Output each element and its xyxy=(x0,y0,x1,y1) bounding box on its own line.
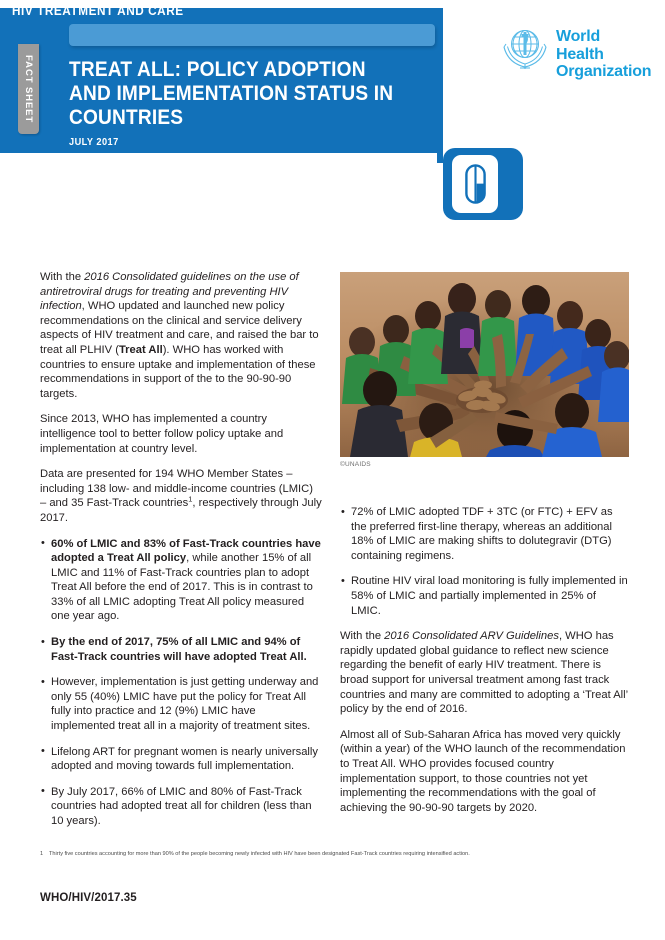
footnote xyxy=(40,850,630,858)
list-item xyxy=(40,745,322,774)
hero-photo xyxy=(340,272,629,457)
list-item xyxy=(40,635,322,664)
right-bullet-list xyxy=(340,505,628,618)
who-logo xyxy=(500,22,652,80)
list-item xyxy=(40,675,322,733)
list-item xyxy=(40,785,322,829)
paragraph-sub-saharan: Almost all of Sub-Saharan Africa has moved very quickly (within a year) of the WHO launch of the recommendation to Treat All. WHO provides focused country implementation support, to those countries not yet implementing the recommendations with the goal of achieving the 90-90-90 targets by 2020. xyxy=(340,728,626,814)
page-header xyxy=(0,0,665,240)
left-bullet-list xyxy=(40,537,322,829)
bullet-rest: By July 2017, 66% of LMIC and 80% of Fast-Track countries had adopted treat all for children (less than 10 years). xyxy=(51,785,312,827)
footnote-text: Thirty five countries accounting for more than 90% of the people becoming newly infected with HIV have been designated Fast-Track countries requiring intensified action. xyxy=(49,851,470,857)
pill-capsule-icon xyxy=(465,164,486,204)
fact-sheet-tab-label: FACT SHEET xyxy=(23,54,34,124)
fact-sheet-tab xyxy=(18,44,39,134)
header-subbanner xyxy=(69,24,435,46)
who-wordmark-line2: Organization xyxy=(556,63,652,80)
page-title: TREAT ALL: POLICY ADOPTION AND IMPLEMENTATION STATUS IN COUNTRIES xyxy=(69,58,394,129)
list-item: • 72% of LMIC adopted TDF + 3TC (or FTC) + EFV as the preferred first-line therapy, whereas an additional 18% of LMIC are making shifts to dolutegravir (DTG) containing regimens. xyxy=(340,505,628,563)
right-column xyxy=(340,505,628,815)
intro-treat-all-bold: Treat All xyxy=(118,343,163,356)
hero-photo-illustration xyxy=(340,272,629,457)
who-wordmark xyxy=(556,28,651,81)
data-scope-text-b: , respectively through July 2017. xyxy=(40,497,322,524)
footnote-number: 1 xyxy=(40,851,44,857)
intro-text-b: , WHO updated and launched new policy recommendations on the clinical and service delivery aspects of HIV treatment and care, and raised the bar to treat all PLHIV ( xyxy=(40,300,319,356)
bullet-rest: Lifelong ART for pregnant women is nearly universally adopted and moving towards full implementation. xyxy=(51,745,318,773)
header-subbanner-label: HIV TREATMENT AND CARE xyxy=(12,4,184,18)
bullet-bold-lead: By the end of 2017, 75% of all LMIC and 94% of Fast-Track countries will have adopted Treat All. xyxy=(51,636,307,663)
photo-credit: ©UNAIDS xyxy=(340,461,371,468)
arv-text-b: , WHO has rapidly updated global guidance to reflect new science regarding the benefit of early HIV treatment. There is broad support for universal treatment among fast track countries and many are committed to adopting a ‘Treat All’ policy by the end of 2016. xyxy=(340,630,628,716)
arv-guidelines-title: 2016 Consolidated ARV Guidelines xyxy=(384,630,559,643)
document-code: WHO/HIV/2017.35 xyxy=(40,892,137,904)
bullet-rest: , while another 15% of all LMIC and 11% of Fast-Track countries plan to adopt Treat All before the end of 2017. This is in contrast to 33% of all LMIC adopting Treat All policy measured one year ago. xyxy=(51,552,313,623)
paragraph-data-scope xyxy=(40,467,322,525)
intro-text-c: ). WHO has worked with countries to ensure uptake and implementation of these recommendations in support of the to the 90-90-90 targets. xyxy=(40,343,316,400)
bullet-bold-lead: 60% of LMIC and 83% of Fast-Track countries have adopted a Treat All policy xyxy=(51,537,321,565)
footnote-marker: 1 xyxy=(188,494,193,504)
list-item xyxy=(40,537,322,625)
intro-guidelines-title: 2016 Consolidated guidelines on the use of antiretroviral drugs for treating and preventing HIV infection xyxy=(40,271,299,313)
intro-text-a: With the xyxy=(40,271,85,283)
list-item: • Routine HIV viral load monitoring is fully implemented in 58% of LMIC and partially implemented in 25% of LMIC. xyxy=(340,574,628,618)
header-date: JULY 2017 xyxy=(69,137,119,148)
paragraph-arv-guidelines xyxy=(340,629,628,717)
who-wordmark-line1: World Health xyxy=(556,28,604,63)
bullet-rest: However, implementation is just getting underway and only 55 (40%) LMIC have put the policy for Treat All fully into practice and 12 (9%) LMIC have implemented treat all in a majority of treatment sites. xyxy=(51,676,319,733)
who-emblem-icon xyxy=(500,22,550,72)
paragraph-country-tool: Since 2013, WHO has implemented a country intelligence tool to better follow policy uptake and implementation at country level. xyxy=(40,413,284,455)
intro-paragraph xyxy=(40,270,322,401)
arv-text-a: With the xyxy=(340,630,385,643)
data-scope-text-a: Data are presented for 194 WHO Member States – including 138 low- and middle-income countries (LMIC) – and 35 Fast-Track countries xyxy=(40,468,313,510)
left-column xyxy=(40,270,322,840)
